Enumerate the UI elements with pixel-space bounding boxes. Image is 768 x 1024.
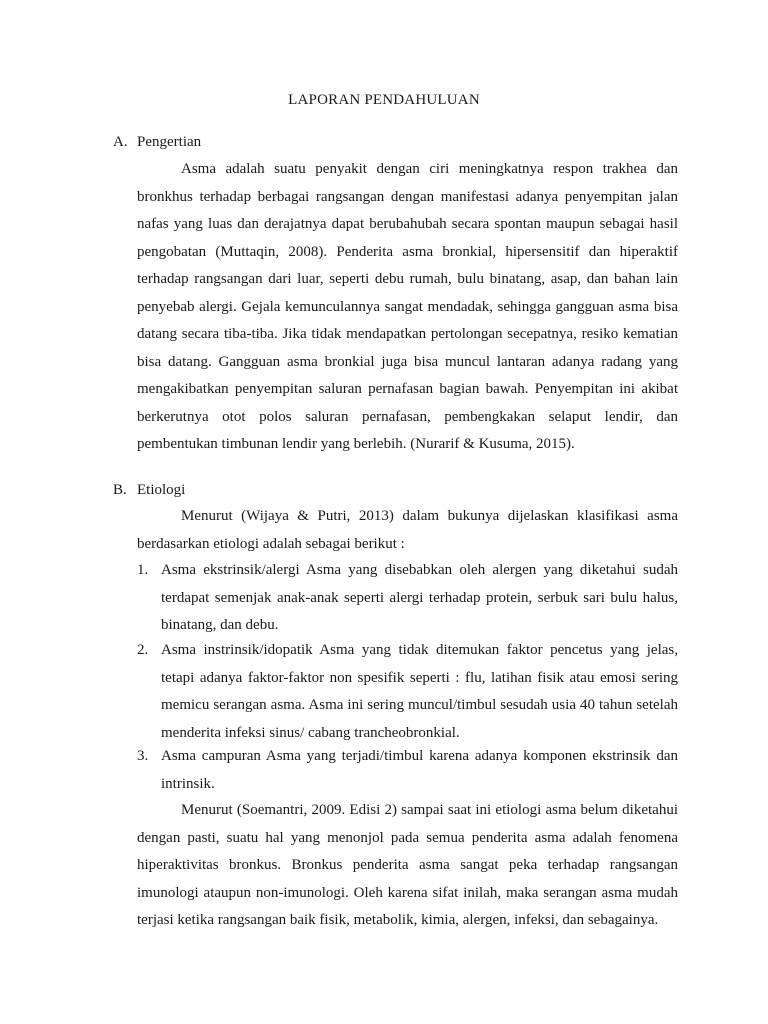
list-item [137,743,678,798]
list-item [137,557,678,640]
list-item-number: 3. [137,748,149,764]
list-item-number: 2. [137,642,149,658]
document-title: LAPORAN PENDAHULUAN [288,92,480,108]
list-item-text: Asma instrinsik/idopatik Asma yang tidak ditemukan faktor pencetus yang jelas, tetapi adanya faktor-faktor non spesifik seperti : flu, latihan fisik atau emosi sering memicu serangan asma. Asma ini sering muncul/timbul sesudah usia 40 tahun setelah menderita infeksi sinus/ cabang trancheobronkial. [161,642,678,741]
section-b-closing: Menurut (Soemantri, 2009. Edisi 2) sampai saat ini etiologi asma belum diketahui dengan pasti, suatu hal yang menonjol pada semua penderita asma adalah fenomena hiperaktivitas bronkus. Bronkus penderita asma sangat peka terhadap rangsangan imunologi ataupun non-imunologi. Oleh karena sifat inilah, maka serangan asma mudah terjasi ketika rangsangan baik fisik, metabolik, kimia, alergen, infeksi, dan sebagainya. [137,802,678,928]
section-a-letter: A. [113,134,128,150]
section-a-heading [113,134,201,151]
list-item-text: Asma ekstrinsik/alergi Asma yang disebabkan oleh alergen yang diketahui sudah terdapat semenjak anak-anak seperti alergi terhadap protein, serbuk sari bulu halus, binatang, dan debu. [161,562,678,633]
list-item-number: 1. [137,562,149,578]
section-a-title: Pengertian [137,134,202,150]
list-item-text: Asma campuran Asma yang terjadi/timbul karena adanya komponen ekstrinsik dan intrinsik. [161,748,678,792]
section-b-intro: Menurut (Wijaya & Putri, 2013) dalam bukunya dijelaskan klasifikasi asma berdasarkan etiologi adalah sebagai berikut : [137,508,678,552]
list-item [137,637,678,747]
section-a-paragraph: Asma adalah suatu penyakit dengan ciri meningkatnya respon trakhea dan bronkhus terhadap berbagai rangsangan dengan manifestasi adanya penyempitan jalan nafas yang luas dan derajatnya dapat berubahubah secara spontan maupun sebagai hasil pengobatan (Muttaqin, 2008). Penderita asma bronkial, hipersensitif dan hiperaktif terhadap rangsangan dari luar, seperti debu rumah, bulu binatang, asap, dan bahan lain penyebab alergi. Gejala kemunculannya sangat mendadak, sehingga gangguan asma bisa datang secara tiba-tiba. Jika tidak mendapatkan pertolongan secepatnya, resiko kematian bisa datang. Gangguan asma bronkial juga bisa muncul lantaran adanya radang yang mengakibatkan penyempitan saluran pernafasan bagian bawah. Penyempitan ini akibat berkerutnya otot polos saluran pernafasan, pembengkakan selaput lendir, dan pembentukan timbunan lendir yang berlebih. (Nurarif & Kusuma, 2015). [137,161,678,452]
section-b-heading [113,482,185,499]
section-b-letter: B. [113,482,127,498]
section-b-title: Etiologi [137,482,186,498]
